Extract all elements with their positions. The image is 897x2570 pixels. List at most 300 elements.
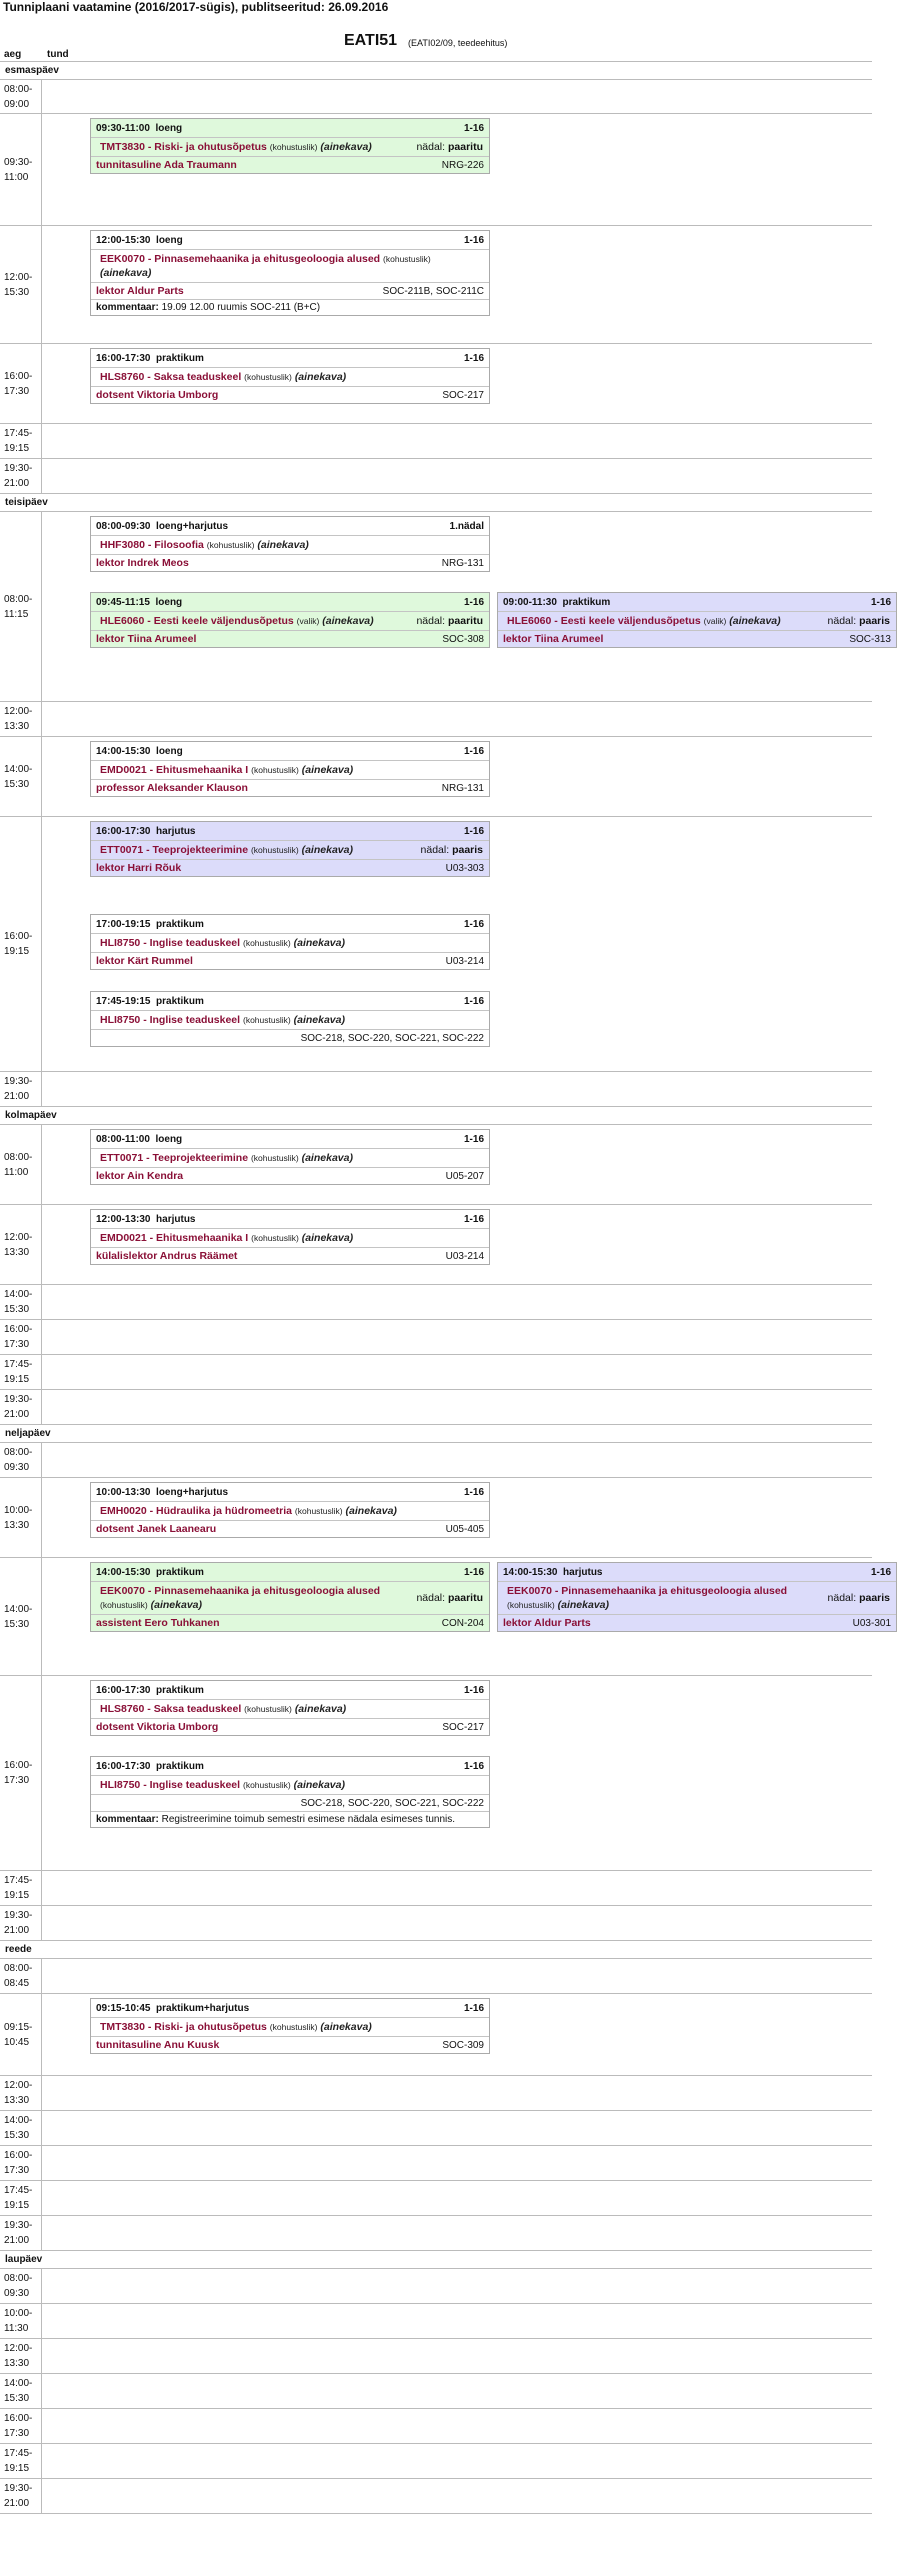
- course-link[interactable]: HHF3080 - Filosoofia: [100, 539, 204, 551]
- syllabus-link[interactable]: (ainekava): [729, 615, 781, 627]
- course-status: (kohustuslik): [269, 2022, 318, 2032]
- syllabus-link[interactable]: (ainekava): [345, 1505, 397, 1517]
- course-info: [100, 1504, 397, 1518]
- day-header: kolmapäev: [0, 1107, 872, 1125]
- lesson-block: [90, 230, 490, 316]
- lesson-time-type: [503, 597, 610, 608]
- group-subtitle: (EATI02/09, teedeehitus): [408, 38, 508, 48]
- lesson-type: praktikum: [562, 596, 611, 608]
- lesson-cell: [42, 1959, 872, 1993]
- lesson-header: [91, 822, 489, 840]
- time-cell: 09:15-10:45: [0, 1994, 42, 2075]
- course-info: [100, 1702, 346, 1716]
- room-label: U03-301: [852, 1617, 891, 1629]
- time-cell: 10:00-13:30: [0, 1478, 42, 1557]
- lesson-block: [90, 991, 490, 1047]
- syllabus-link[interactable]: (ainekava): [301, 1152, 353, 1164]
- lesson-weeks: 1-16: [463, 1213, 484, 1225]
- lesson-cell: [42, 1072, 872, 1106]
- lesson-type: harjutus: [156, 825, 196, 837]
- course-link[interactable]: HLI8750 - Inglise teaduskeel: [100, 1779, 241, 1791]
- time-slot-row: [0, 1125, 872, 1205]
- lesson-type: loeng+harjutus: [156, 520, 228, 532]
- lesson-cell: [42, 1871, 872, 1905]
- teacher-room-row: [91, 554, 489, 571]
- room-label: U03-214: [445, 1250, 484, 1262]
- lesson-cell: [42, 1676, 872, 1870]
- lesson-cell: [42, 1320, 872, 1354]
- lesson-cell: [42, 114, 872, 225]
- time-slot-row: [0, 1994, 872, 2076]
- course-status: (kohustuslik): [251, 1233, 299, 1243]
- lesson-block: [497, 592, 897, 648]
- lesson-time: 16:00-17:30: [96, 1760, 151, 1772]
- lesson-cell: [42, 1205, 872, 1284]
- course-link[interactable]: HLE6060 - Eesti keele väljendusõpetus: [507, 615, 701, 627]
- lesson-weeks: 1-16: [463, 1566, 484, 1578]
- syllabus-link[interactable]: (ainekava): [301, 764, 354, 776]
- course-status: (kohustuslik): [242, 1780, 291, 1790]
- course-info: [507, 1584, 828, 1612]
- syllabus-link[interactable]: (ainekava): [322, 615, 374, 627]
- day-header: laupäev: [0, 2251, 872, 2269]
- lesson-header: [91, 231, 489, 249]
- course-info: [100, 1231, 353, 1245]
- course-status: (kohustuslik): [242, 938, 291, 948]
- lesson-block: [90, 1209, 490, 1265]
- course-row: [91, 840, 489, 859]
- course-status: (kohustuslik): [242, 1015, 291, 1025]
- lesson-type: praktikum: [156, 1684, 204, 1696]
- time-cell: 14:00-15:30: [0, 2374, 42, 2408]
- lesson-cell: [42, 1125, 872, 1204]
- lesson-time-type: [96, 1214, 196, 1225]
- week-parity: [416, 614, 483, 628]
- time-cell: 08:00-09:00: [0, 80, 42, 113]
- course-link[interactable]: EEK0070 - Pinnasemehaanika ja ehitusgeoloogia alused: [507, 1585, 788, 1597]
- lesson-time: 16:00-17:30: [96, 352, 151, 364]
- lesson-time: 14:00-15:30: [96, 745, 151, 757]
- lesson-type: praktikum: [156, 352, 204, 364]
- teacher-link[interactable]: tunnitasuline Anu Kuusk: [96, 2039, 220, 2051]
- week-parity-value: paaritu: [447, 615, 483, 627]
- lesson-weeks: 1-16: [463, 596, 484, 608]
- week-parity-value: paaris: [859, 615, 890, 627]
- teacher-link[interactable]: lektor Indrek Meos: [96, 557, 189, 569]
- time-slot-row: [0, 1072, 872, 1107]
- schedule: [0, 62, 891, 2514]
- syllabus-link[interactable]: (ainekava): [294, 371, 347, 383]
- room-label: U05-405: [445, 1523, 484, 1535]
- course-link[interactable]: EMD0021 - Ehitusmehaanika I: [100, 1232, 249, 1244]
- teacher-link[interactable]: külalislektor Andrus Räämet: [96, 1250, 238, 1262]
- lesson-weeks: 1-16: [463, 918, 484, 930]
- time-slot-row: [0, 1355, 872, 1390]
- lesson-header: [91, 1210, 489, 1228]
- course-row: [91, 137, 489, 156]
- teacher-room-row: [91, 156, 489, 173]
- week-parity-label: nädal:: [420, 844, 450, 856]
- week-parity-value: paaritu: [447, 141, 483, 153]
- syllabus-link[interactable]: (ainekava): [293, 1779, 345, 1791]
- lesson-time-type: [96, 1567, 204, 1578]
- syllabus-link[interactable]: (ainekava): [294, 1703, 347, 1715]
- lesson-time: 09:00-11:30: [503, 596, 557, 608]
- course-info: [100, 614, 374, 628]
- lesson-block: [497, 1562, 897, 1632]
- time-slot-row: [0, 817, 872, 1072]
- lesson-time-type: [96, 1487, 228, 1498]
- lesson-cell: [42, 1994, 872, 2075]
- course-row: [91, 1228, 489, 1247]
- lesson-header: [91, 1130, 489, 1148]
- lesson-type: loeng: [155, 596, 183, 608]
- time-slot-row: [0, 226, 872, 344]
- time-cell: 14:00-15:30: [0, 1558, 42, 1675]
- lesson-time-type: [96, 1134, 182, 1145]
- lesson-time: 12:00-15:30: [96, 234, 151, 246]
- time-slot-row: [0, 737, 872, 817]
- lesson-weeks: 1-16: [463, 1486, 484, 1498]
- lesson-time: 09:15-10:45: [96, 2002, 151, 2014]
- time-slot-row: [0, 1558, 891, 1676]
- lesson-header: [91, 1563, 489, 1581]
- lesson-header: [91, 1681, 489, 1699]
- lesson-time: 14:00-15:30: [96, 1566, 151, 1578]
- lesson-type: harjutus: [563, 1566, 603, 1578]
- lesson-time-type: [96, 1761, 204, 1772]
- comment-text: Registreerimine toimub semestri esimese nädala esimeses tunnis.: [161, 1814, 456, 1825]
- lesson-header: [91, 742, 489, 760]
- course-info: [100, 1778, 345, 1792]
- teacher-link[interactable]: tunnitasuline Ada Traumann: [96, 159, 237, 171]
- teacher-link[interactable]: lektor Tiina Arumeel: [96, 633, 197, 645]
- time-slot-row: [0, 2269, 872, 2304]
- course-status: (kohustuslik): [244, 1704, 292, 1714]
- time-slot-row: [0, 1320, 872, 1355]
- week-parity: [416, 1591, 483, 1605]
- time-slot-row: [0, 459, 872, 494]
- room-label: NRG-131: [441, 782, 484, 794]
- teacher-room-row: [498, 630, 896, 647]
- lesson-block: [90, 1482, 490, 1538]
- room-label: U03-303: [445, 862, 484, 874]
- course-link[interactable]: ETT0071 - Teeprojekteerimine: [100, 1152, 249, 1164]
- column-lesson-label: tund: [47, 49, 69, 60]
- teacher-link[interactable]: lektor Ain Kendra: [96, 1170, 184, 1182]
- course-info: [100, 2020, 372, 2034]
- syllabus-link[interactable]: (ainekava): [100, 267, 152, 279]
- time-cell: 12:00-15:30: [0, 226, 42, 343]
- course-status: (kohustuslik): [294, 1506, 343, 1516]
- week-parity-label: nädal:: [416, 1592, 446, 1604]
- time-slot-row: [0, 1676, 872, 1871]
- lesson-time-type: [503, 1567, 603, 1578]
- time-slot-row: [0, 2111, 872, 2146]
- syllabus-link[interactable]: (ainekava): [320, 2021, 372, 2033]
- lesson-time: 17:00-19:15: [96, 918, 151, 930]
- syllabus-link[interactable]: (ainekava): [301, 1232, 354, 1244]
- lesson-block: [90, 914, 490, 970]
- teacher-room-row: [91, 2036, 489, 2053]
- lesson-header: [498, 593, 896, 611]
- lesson-cell: [42, 1390, 872, 1424]
- course-link[interactable]: TMT3830 - Riski- ja ohutusõpetus: [100, 141, 267, 153]
- course-status: (kohustuslik): [383, 254, 431, 264]
- lesson-weeks: 1-16: [463, 352, 484, 364]
- teacher-room-row: [91, 1614, 489, 1631]
- lesson-block: [90, 592, 490, 648]
- lesson-weeks: 1-16: [463, 1684, 484, 1696]
- lesson-time-type: [96, 235, 183, 246]
- syllabus-link[interactable]: (ainekava): [320, 141, 372, 153]
- teacher-link[interactable]: lektor Aldur Parts: [96, 285, 184, 297]
- lesson-cell: [42, 459, 872, 493]
- lesson-header: [498, 1563, 896, 1581]
- room-label: NRG-226: [441, 159, 484, 171]
- course-link[interactable]: ETT0071 - Teeprojekteerimine: [100, 844, 249, 856]
- course-link[interactable]: HLS8760 - Saksa teaduskeel: [100, 1703, 242, 1715]
- course-info: [100, 140, 372, 154]
- time-slot-row: [0, 1871, 872, 1906]
- teacher-link[interactable]: lektor Kärt Rummel: [96, 955, 193, 967]
- time-slot-row: [0, 2479, 872, 2514]
- course-status: (kohustuslik): [206, 540, 255, 550]
- lesson-cell: [42, 2444, 872, 2478]
- time-slot-row: [0, 1959, 872, 1994]
- week-parity: [421, 843, 483, 857]
- course-link[interactable]: EEK0070 - Pinnasemehaanika ja ehitusgeoloogia alused: [100, 253, 381, 265]
- course-link[interactable]: TMT3830 - Riski- ja ohutusõpetus: [100, 2021, 267, 2033]
- time-cell: 19:30-21:00: [0, 1072, 42, 1106]
- lesson-cell: [42, 344, 872, 423]
- course-row: [91, 1699, 489, 1718]
- lesson-block: [90, 1129, 490, 1185]
- lesson-time: 09:30-11:00: [96, 122, 150, 134]
- lesson-time: 08:00-11:00: [96, 1133, 150, 1145]
- lesson-type: loeng: [155, 122, 183, 134]
- comment-label: kommentaar:: [96, 302, 159, 313]
- lesson-type: praktikum: [156, 995, 204, 1007]
- time-cell: 17:45-19:15: [0, 2181, 42, 2215]
- teacher-room-row: [91, 630, 489, 647]
- lesson-type: loeng+harjutus: [156, 1486, 228, 1498]
- syllabus-link[interactable]: (ainekava): [257, 539, 309, 551]
- room-label: SOC-211B, SOC-211C: [382, 285, 484, 297]
- lesson-header: [91, 119, 489, 137]
- lesson-weeks: 1-16: [463, 995, 484, 1007]
- time-slot-row: [0, 2216, 872, 2251]
- course-status: (kohustuslik): [250, 1153, 299, 1163]
- room-label: SOC-313: [849, 633, 891, 645]
- teacher-room-row: [91, 859, 489, 876]
- lesson-time-type: [96, 521, 228, 532]
- lesson-weeks: 1-16: [870, 1566, 891, 1578]
- course-status: (kohustuslik): [100, 1600, 148, 1610]
- time-cell: 08:00-09:30: [0, 1443, 42, 1477]
- course-row: [91, 933, 489, 952]
- time-cell: 08:00-09:30: [0, 2269, 42, 2303]
- lesson-cell: [42, 2076, 872, 2110]
- teacher-room-row: [91, 952, 489, 969]
- lesson-type: praktikum+harjutus: [156, 2002, 250, 2014]
- lesson-cell: [42, 1906, 872, 1940]
- lesson-weeks: 1-16: [463, 2002, 484, 2014]
- group-name: EATI51: [344, 32, 398, 49]
- lesson-header: [91, 1483, 489, 1501]
- lesson-time-type: [96, 123, 182, 134]
- time-cell: 08:00-11:00: [0, 1125, 42, 1204]
- room-label: CON-204: [441, 1617, 484, 1629]
- lesson-cell: [42, 2374, 872, 2408]
- time-slot-row: [0, 1443, 872, 1478]
- time-slot-row: [0, 1205, 872, 1285]
- course-info: [100, 936, 345, 950]
- lesson-cell: [42, 226, 872, 343]
- time-cell: 19:30-21:00: [0, 2479, 42, 2513]
- syllabus-link[interactable]: (ainekava): [293, 1014, 345, 1026]
- week-parity-value: paaris: [452, 844, 483, 856]
- time-cell: 17:45-19:15: [0, 424, 42, 458]
- lesson-time-type: [96, 1685, 204, 1696]
- syllabus-link[interactable]: (ainekava): [150, 1599, 203, 1611]
- lesson-time: 09:45-11:15: [96, 596, 150, 608]
- lesson-type: praktikum: [156, 918, 204, 930]
- course-link[interactable]: EEK0070 - Pinnasemehaanika ja ehitusgeoloogia alused: [100, 1585, 381, 1597]
- time-slot-row: [0, 2304, 872, 2339]
- week-parity: [828, 614, 890, 628]
- lesson-cell: [42, 80, 872, 113]
- time-slot-row: [0, 1285, 872, 1320]
- course-row: [91, 367, 489, 386]
- time-cell: 10:00-11:30: [0, 2304, 42, 2338]
- lesson-cell: [42, 737, 872, 816]
- course-info: [100, 370, 346, 384]
- lesson-header: [91, 517, 489, 535]
- lesson-time-type: [96, 597, 182, 608]
- syllabus-link[interactable]: (ainekava): [557, 1599, 610, 1611]
- course-info: [100, 843, 353, 857]
- syllabus-link[interactable]: (ainekava): [293, 937, 345, 949]
- lesson-cell: [42, 2339, 872, 2373]
- day-header: neljapäev: [0, 1425, 872, 1443]
- teacher-link[interactable]: professor Aleksander Klauson: [96, 782, 248, 794]
- course-row: [91, 2017, 489, 2036]
- teacher-link[interactable]: dotsent Viktoria Umborg: [96, 389, 219, 401]
- course-row: [91, 249, 489, 282]
- course-link[interactable]: EMD0021 - Ehitusmehaanika I: [100, 764, 249, 776]
- teacher-link[interactable]: dotsent Janek Laanearu: [96, 1523, 217, 1535]
- room-label: SOC-308: [442, 633, 484, 645]
- time-cell: 19:30-21:00: [0, 2216, 42, 2250]
- course-link[interactable]: HLI8750 - Inglise teaduskeel: [100, 1014, 241, 1026]
- time-cell: 14:00-15:30: [0, 1285, 42, 1319]
- time-slot-row: [0, 1390, 872, 1425]
- teacher-room-row: [91, 1718, 489, 1735]
- teacher-link[interactable]: lektor Harri Rõuk: [96, 862, 182, 874]
- teacher-room-row: [498, 1614, 896, 1631]
- course-status: (kohustuslik): [244, 372, 292, 382]
- lesson-cell: [42, 1285, 872, 1319]
- time-cell: 19:30-21:00: [0, 1390, 42, 1424]
- course-status: (valik): [703, 616, 727, 626]
- lesson-cell: [42, 817, 872, 1071]
- lesson-cell: [42, 2479, 872, 2513]
- lesson-time-type: [96, 826, 196, 837]
- day-header: esmaspäev: [0, 62, 872, 80]
- time-slot-row: [0, 1906, 872, 1941]
- course-info: [100, 538, 309, 552]
- course-row: [498, 611, 896, 630]
- lesson-block: [90, 1680, 490, 1736]
- time-cell: 19:30-21:00: [0, 1906, 42, 1940]
- teacher-room-row: [91, 1520, 489, 1537]
- room-label: U05-207: [445, 1170, 484, 1182]
- lesson-header: [91, 992, 489, 1010]
- lesson-cell: [42, 702, 872, 736]
- lesson-cell: [42, 2181, 872, 2215]
- week-parity-value: paaritu: [447, 1592, 483, 1604]
- time-cell: 16:00-17:30: [0, 2146, 42, 2180]
- time-slot-row: [0, 424, 872, 459]
- room-label: SOC-218, SOC-220, SOC-221, SOC-222: [300, 1032, 484, 1044]
- lesson-weeks: 1-16: [463, 1760, 484, 1772]
- teacher-link[interactable]: lektor Aldur Parts: [503, 1617, 591, 1629]
- syllabus-link[interactable]: (ainekava): [301, 844, 353, 856]
- time-slot-row: [0, 1478, 872, 1558]
- week-parity-label: nädal:: [827, 1592, 857, 1604]
- time-cell: 17:45-19:15: [0, 1355, 42, 1389]
- comment-row: [91, 1811, 489, 1827]
- time-cell: 16:00-19:15: [0, 817, 42, 1071]
- lesson-block: [90, 348, 490, 404]
- lesson-block: [90, 516, 490, 572]
- course-status: (kohustuslik): [250, 845, 299, 855]
- lesson-cell: [42, 2304, 872, 2338]
- teacher-room-row: [91, 386, 489, 403]
- lesson-cell: [42, 2269, 872, 2303]
- lesson-block: [90, 1562, 490, 1632]
- course-link[interactable]: HLS8760 - Saksa teaduskeel: [100, 371, 242, 383]
- time-cell: 14:00-15:30: [0, 2111, 42, 2145]
- time-slot-row: [0, 344, 872, 424]
- time-cell: 19:30-21:00: [0, 459, 42, 493]
- course-status: (kohustuslik): [507, 1600, 555, 1610]
- lesson-weeks: 1-16: [463, 234, 484, 246]
- room-label: U03-214: [445, 955, 484, 967]
- course-link[interactable]: EMH0020 - Hüdraulika ja hüdromeetria: [100, 1505, 292, 1517]
- lesson-header: [91, 593, 489, 611]
- lesson-time: 17:45-19:15: [96, 995, 151, 1007]
- lesson-time: 08:00-09:30: [96, 520, 151, 532]
- teacher-link[interactable]: lektor Tiina Arumeel: [503, 633, 604, 645]
- time-cell: 16:00-17:30: [0, 1676, 42, 1870]
- lesson-cell: [42, 2111, 872, 2145]
- course-row: [91, 1010, 489, 1029]
- time-slot-row: [0, 2409, 872, 2444]
- course-row: [91, 1148, 489, 1167]
- column-time-label: aeg: [4, 49, 22, 60]
- teacher-link[interactable]: dotsent Viktoria Umborg: [96, 1721, 219, 1733]
- course-link[interactable]: HLI8750 - Inglise teaduskeel: [100, 937, 241, 949]
- time-slot-row: [0, 2444, 872, 2479]
- teacher-link[interactable]: assistent Eero Tuhkanen: [96, 1617, 220, 1629]
- time-slot-row: [0, 2374, 872, 2409]
- teacher-room-row: [91, 779, 489, 796]
- course-link[interactable]: HLE6060 - Eesti keele väljendusõpetus: [100, 615, 294, 627]
- lesson-cell: [42, 424, 872, 458]
- time-slot-row: [0, 114, 872, 226]
